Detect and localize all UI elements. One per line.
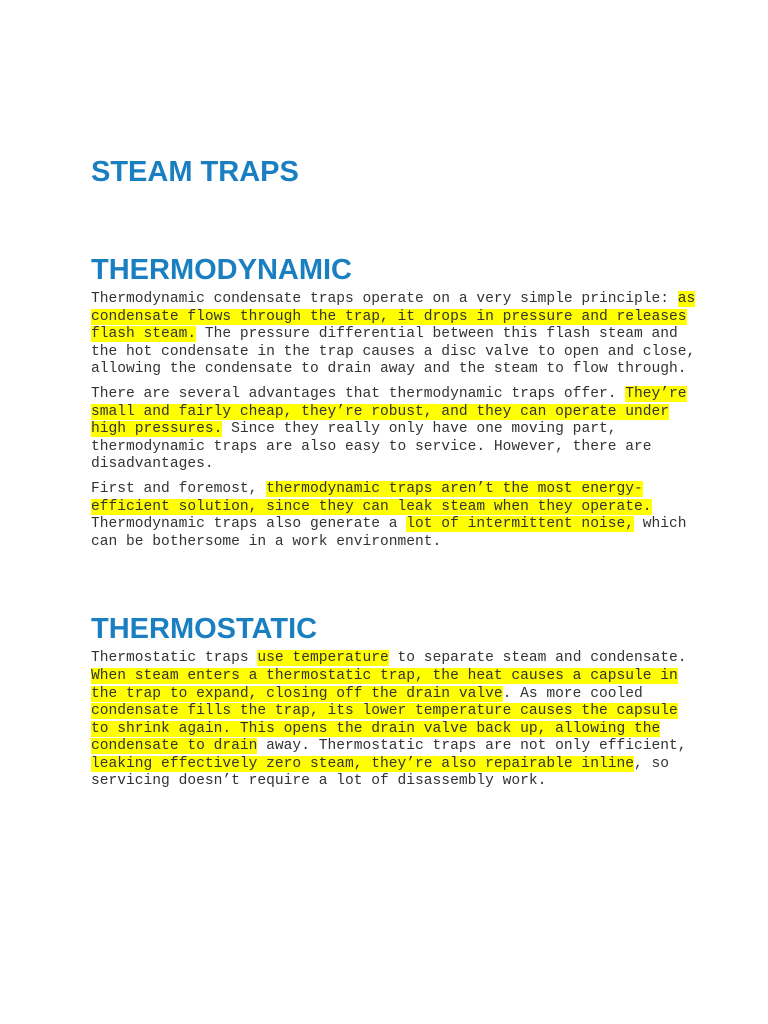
highlighted-text: leaking effectively zero steam, they’re also repairable inline [91,755,634,772]
section-thermodynamic [91,252,701,551]
text-run: The pressure differential between this flash steam and the hot condensate in the trap causes a disc valve to open and close, allowing the condensate to drain away and the steam to flow through. [91,326,696,378]
highlighted-text: When steam enters a thermostatic trap, the heat causes a capsule in the trap to expand, closing off the drain valve [91,667,678,702]
sections-container [91,252,701,791]
text-run: Since they really only have one moving part, thermodynamic traps are also easy to service. However, there are disadvantages. [91,421,652,473]
text-run: away. Thermostatic traps are not only efficient, [257,738,687,755]
text-run: which can be bothersome in a work environment. [91,516,687,550]
document-title: STEAM TRAPS [91,156,299,188]
paragraph [91,650,701,791]
document-body [91,154,701,798]
text-run: There are several advantages that thermodynamic traps offer. [91,385,626,402]
text-run: Thermodynamic traps also generate a [91,516,407,533]
highlighted-text: They’re small and fairly cheap, they’re robust, and they can operate under high pressures. [91,385,687,438]
text-run: Thermostatic traps [91,650,258,667]
text-run: , so servicing doesn’t require a lot of disassembly work. [91,755,670,790]
section-thermostatic [91,611,701,791]
section-heading: THERMOSTATIC [91,613,318,646]
text-run: . As more cooled [502,685,643,702]
paragraph [91,386,701,474]
highlighted-text: condensate fills the trap, its lower temperature causes the capsule to shrink again. This opens the drain valve back up, allowing the condensate to drain [91,703,678,755]
text-run: Thermodynamic condensate traps operate on a very simple principle: [91,291,678,307]
highlighted-text: lot of intermittent noise, [406,516,634,533]
paragraph [91,481,701,551]
text-run: First and foremost, [91,480,267,497]
text-run: to separate steam and condensate. [388,650,687,667]
paragraph [91,291,701,379]
highlighted-text: as condensate flows through the trap, it drops in pressure and releases flash steam. [91,291,696,343]
highlighted-text: thermodynamic traps aren’t the most energy-efficient solution, since they can leak steam when they operate. [91,480,652,515]
section-heading: THERMODYNAMIC [91,254,352,286]
highlighted-text: use temperature [257,650,389,667]
